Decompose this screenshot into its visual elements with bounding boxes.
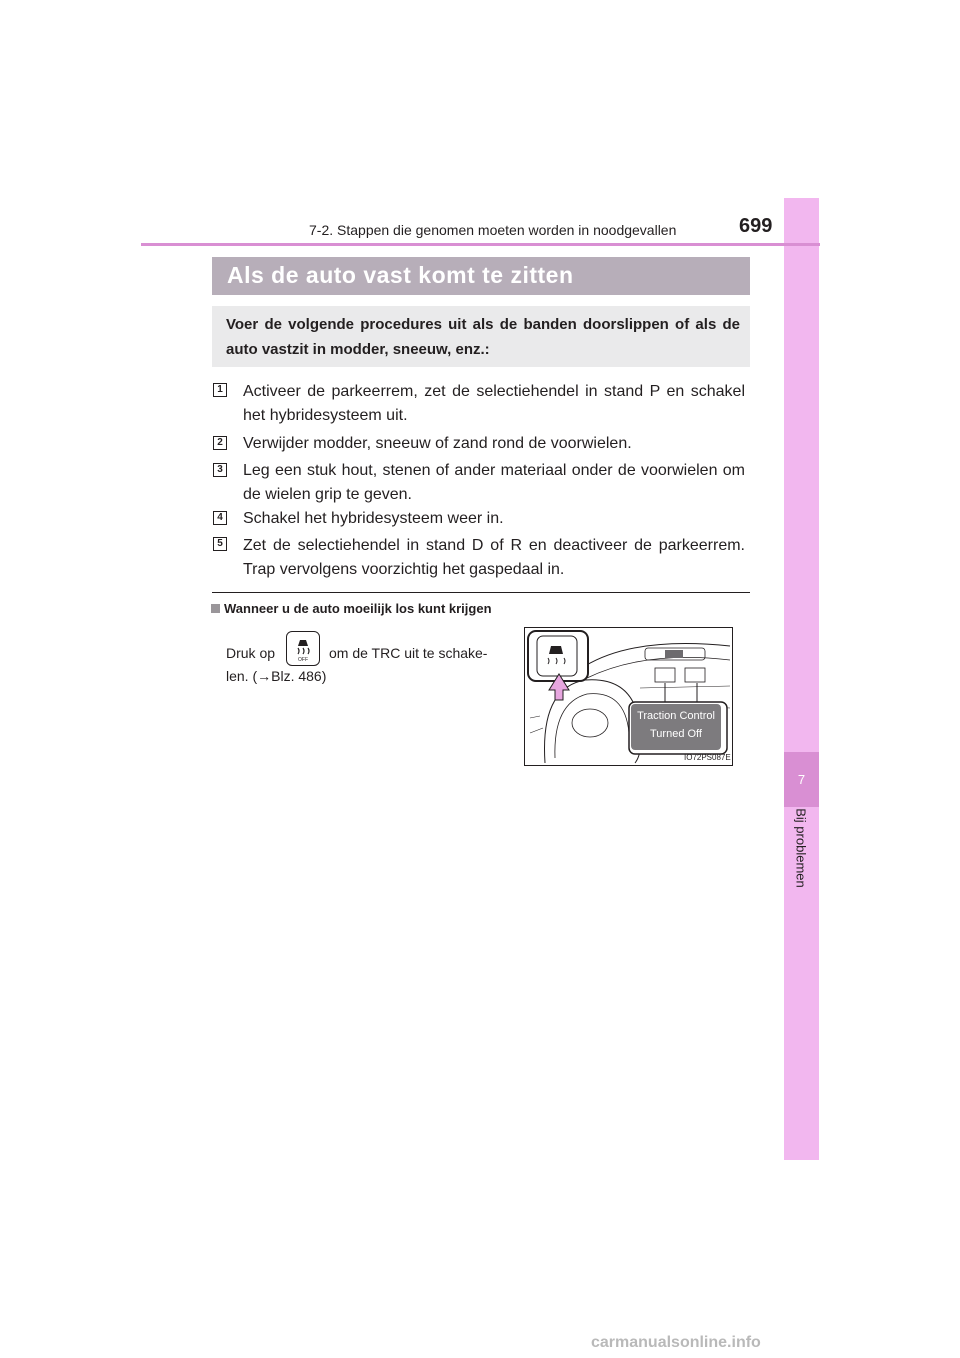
page-number: 699 — [739, 215, 773, 237]
druk-op-text-after: om de TRC uit te schake- — [329, 645, 488, 661]
trc-button-label: OFF — [298, 657, 308, 663]
step-text-4: Schakel het hybridesysteem weer in. — [243, 510, 504, 527]
header-rule — [141, 243, 820, 246]
step-badge-1: 1 — [213, 383, 227, 397]
section-divider — [212, 592, 750, 593]
page-title: Als de auto vast komt te zitten — [227, 262, 574, 288]
step-badge-5: 5 — [213, 537, 227, 551]
chapter-side-tab — [784, 198, 819, 1160]
step-text-1: Activeer de parkeerrem, zet de selectiehendel in stand P en schakel het hybridesysteem uit. — [243, 383, 745, 424]
step-text-2: Verwijder modder, sneeuw of zand rond de voorwielen. — [243, 435, 632, 452]
step-text-3: Leg een stuk hout, stenen of ander materiaal onder de voorwielen om de wielen grip te geven. — [243, 462, 745, 503]
step-badge-3: 3 — [213, 463, 227, 477]
bullet-square-icon — [211, 604, 220, 613]
druk-op-text-line2: len. (→Blz. 486) — [226, 668, 327, 684]
step-badge-4: 4 — [213, 511, 227, 525]
step-badge-2: 2 — [213, 436, 227, 450]
display-line-2: Turned Off — [650, 728, 702, 740]
section-header: 7-2. Stappen die genomen moeten worden in noodgevallen — [309, 222, 677, 238]
watermark: carmanualsonline.info — [591, 1334, 761, 1351]
chapter-number: 7 — [797, 772, 806, 787]
chapter-label: Bij problemen — [793, 808, 809, 888]
illustration-code: IO72PS087E — [684, 753, 731, 762]
subsection-heading — [211, 601, 492, 616]
subsection-heading-text: Wanneer u de auto moeilijk los kunt krijgen — [224, 601, 492, 616]
display-line-1: Traction Control — [637, 710, 715, 722]
trc-off-icon — [286, 631, 320, 666]
step-text-5: Zet de selectiehendel in stand D of R en deactiveer de parkeerrem. Trap vervolgens voorzichtig het gaspedaal in. — [243, 537, 745, 578]
trc-off-glyph — [287, 632, 319, 665]
druk-op-text: Druk op — [226, 645, 276, 661]
intro-text: Voer de volgende procedures uit als de banden doorslippen of als de auto vastzit in modder, sneeuw, enz.: — [226, 316, 740, 358]
